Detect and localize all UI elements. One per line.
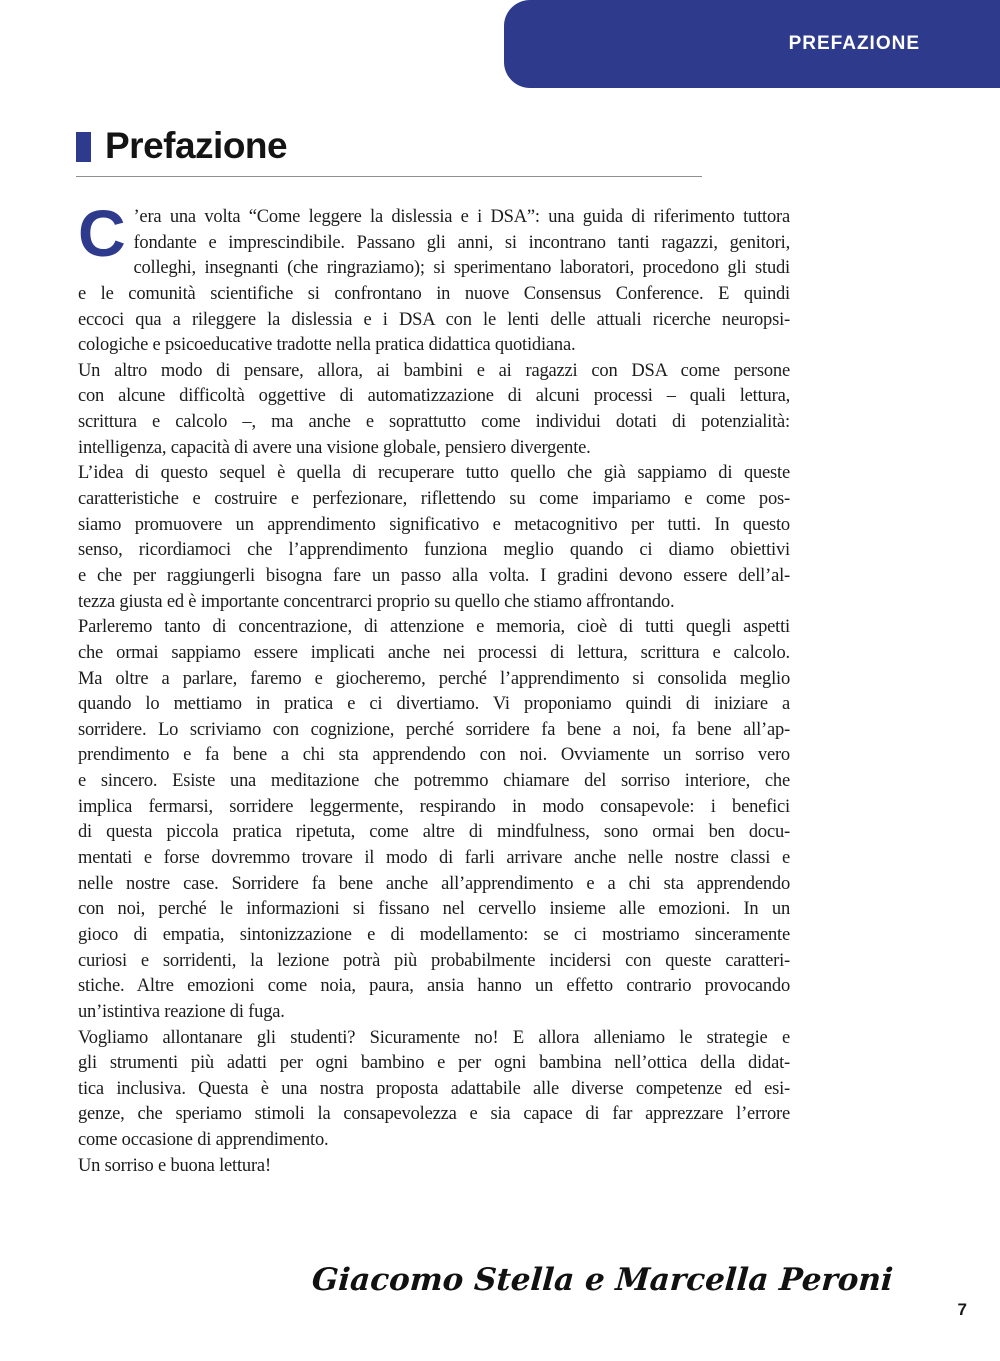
text-line: cologiche e psicoeducative tradotte nella pratica didattica quotidiana.	[78, 335, 576, 356]
paragraph	[78, 1026, 790, 1154]
text-line: L’idea di questo sequel è quella di recuperare tutto quello che già sappiamo di queste	[78, 463, 790, 484]
text-line: Un sorriso e buona lettura!	[78, 1155, 271, 1176]
paragraph	[78, 196, 790, 359]
text-line: Un altro modo di pensare, allora, ai bambini e ai ragazzi con DSA come persone	[78, 360, 790, 381]
text-line: implica fermarsi, sorridere leggermente, respirando in modo consapevole: i benefici	[78, 796, 790, 817]
text-line: e sincero. Esiste una meditazione che potremmo chiamare del sorriso interiore, che	[78, 771, 790, 792]
drop-cap: C	[78, 196, 126, 270]
text-line: prendimento e fa bene a chi sta apprendendo con noi. Ovviamente un sorriso vero	[78, 745, 790, 766]
text-line: con alcune difficoltà oggettive di automatizzazione di alcuni processi – quali lettura,	[78, 386, 790, 407]
text-line: sorridere. Lo scriviamo con cognizione, perché sorridere fa bene a noi, fa bene all’ap-	[78, 719, 790, 740]
text-line: intelligenza, capacità di avere una visione globale, pensiero divergente.	[78, 437, 591, 458]
paragraph	[78, 359, 790, 462]
text-line: quando lo mettiamo in pratica e ci divertiamo. Vi proponiamo quindi di iniziare a	[78, 694, 790, 715]
text-line: scrittura e calcolo –, ma anche e soprattutto come individui dotati di potenzialità:	[78, 412, 790, 433]
text-line: mentati e forse dovremmo trovare il modo di farli arrivare anche nelle nostre classi e	[78, 848, 790, 869]
title-accent-square	[76, 132, 91, 162]
text-line: gioco di empatia, sintonizzazione e di modellamento: se ci mostriamo sinceramente	[78, 924, 790, 945]
page-number: 7	[957, 1300, 967, 1319]
text-line: tezza giusta ed è importante concentrarci proprio su quello che stiamo affrontando.	[78, 591, 675, 612]
text-line: stiche. Altre emozioni come noia, paura, ansia hanno un effetto contrario provocando	[78, 976, 790, 997]
text-line: genze, che speriamo stimoli la consapevolezza e sia capace di far apprezzare l’errore	[78, 1104, 790, 1125]
text-line: eccoci qua a rileggere la dislessia e i DSA con le lenti delle attuali ricerche neuropsi-	[78, 309, 790, 330]
authors-signature: Giacomo Stella e Marcella Peroni	[310, 1262, 895, 1298]
text-line: e che per raggiungerli bisogna fare un passo alla volta. I gradini devono essere dell’al-	[78, 565, 790, 586]
title-row	[76, 127, 287, 164]
text-line: che ormai sappiamo essere implicati anche nei processi di lettura, scrittura e calcolo.	[78, 642, 790, 663]
body-text	[78, 196, 790, 1179]
text-line: con noi, perché le informazioni si fissano nel cervello insieme alle emozioni. In un	[78, 899, 790, 920]
text-line: ’era una volta “Come leggere la dislessia e i DSA”: una guida di riferimento tuttora	[133, 207, 790, 227]
text-line: siamo promuovere un apprendimento significativo e metacognitivo per tutti. In questo	[78, 514, 790, 535]
text-line: e le comunità scientifiche si confrontano in nuove Consensus Conference. E quindi	[78, 283, 790, 304]
paragraph	[78, 615, 790, 1025]
text-line: come occasione di apprendimento.	[78, 1130, 329, 1151]
text-line: gli strumenti più adatti per ogni bambino e per ogni bambina nell’ottica della didat-	[78, 1053, 790, 1074]
title-rule	[76, 176, 702, 177]
paragraph	[78, 461, 790, 615]
text-line: Ma oltre a parlare, faremo e giocheremo, perché l’apprendimento si consolida meglio	[78, 668, 790, 689]
paragraph	[78, 1154, 790, 1180]
text-line: fondante e imprescindibile. Passano gli anni, si incontrano tanti ragazzi, genitori,	[133, 232, 790, 253]
text-line: senso, ricordiamoci che l’apprendimento funziona meglio quando ci diamo obiettivi	[78, 540, 790, 561]
text-line: tica inclusiva. Questa è una nostra proposta adattabile alle diverse competenze ed esi-	[78, 1078, 790, 1099]
page-title: Prefazione	[105, 125, 288, 166]
text-line: Parleremo tanto di concentrazione, di attenzione e memoria, cioè di tutti quegli aspetti	[78, 617, 790, 638]
text-line: Vogliamo allontanare gli studenti? Sicuramente no! E allora alleniamo le strategie e	[78, 1027, 790, 1048]
text-line: di questa piccola pratica ripetuta, come altre di mindfulness, sono ormai ben docu-	[78, 822, 790, 843]
text-line: curiosi e sorridenti, la lezione potrà più probabilmente incidersi con queste caratteri-	[78, 950, 790, 971]
text-line: nelle nostre case. Sorridere fa bene anche all’apprendimento e a chi sta apprendendo	[78, 873, 790, 894]
chapter-tab	[504, 0, 1000, 88]
chapter-tab-label: PREFAZIONE	[788, 33, 920, 54]
text-line: un’istintiva reazione di fuga.	[78, 1001, 285, 1022]
text-line: caratteristiche e costruire e perfezionare, riflettendo su come impariamo e come pos-	[78, 489, 790, 510]
text-line: colleghi, insegnanti (che ringraziamo); si sperimentano laboratori, procedono gli studi	[133, 258, 790, 279]
